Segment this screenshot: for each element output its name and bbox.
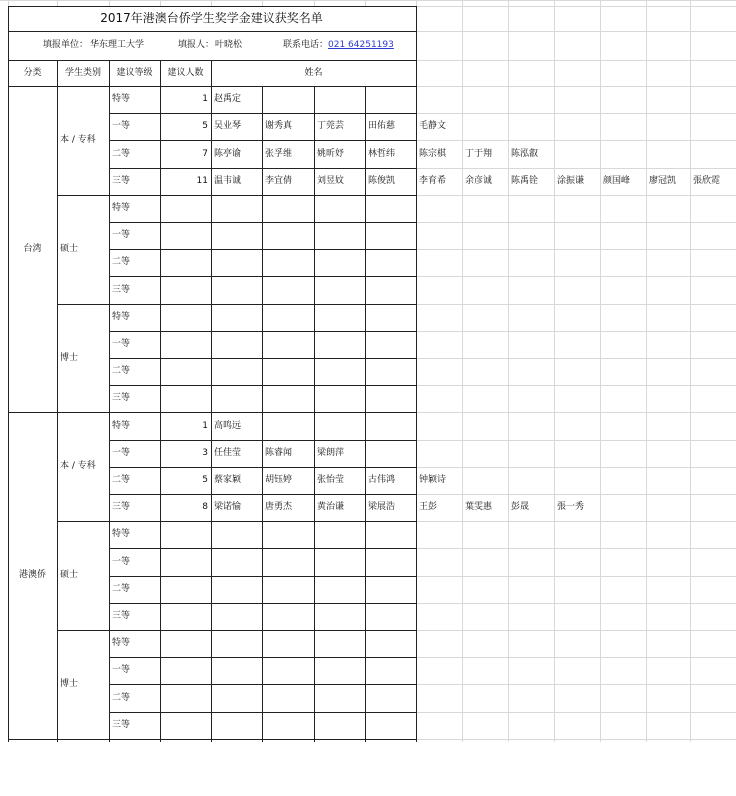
level-cell[interactable]: 一等 [112,448,131,458]
count-cell[interactable] [160,222,211,249]
header-student-type: 学生类别 [64,68,101,78]
level-cell[interactable]: 特等 [112,421,131,431]
phone-value[interactable]: 021 64251193 [328,40,394,50]
name-cell[interactable]: 吴业琴 [214,121,242,131]
student-type-cell[interactable]: 硕士 [60,570,79,580]
level-cell[interactable]: 特等 [112,638,131,648]
count-cell[interactable] [160,630,211,657]
level-cell[interactable]: 特等 [112,312,131,322]
count-cell[interactable] [160,249,211,276]
count-cell[interactable]: 11 [196,176,208,186]
name-cell[interactable]: 陈宗棋 [419,149,447,159]
name-cell[interactable]: 颜国峰 [603,176,631,186]
name-cell[interactable]: 钟颖诗 [419,475,447,485]
name-cell[interactable]: 古伟鸿 [368,475,396,485]
level-cell[interactable]: 一等 [112,230,131,240]
name-cell[interactable]: 廖冠凯 [649,176,677,186]
level-cell[interactable]: 三等 [112,502,131,512]
person-label: 填报人： [178,40,215,50]
name-cell[interactable]: 陈泓叡 [511,149,539,159]
person-value[interactable]: 叶晓松 [215,40,243,50]
name-cell[interactable]: 王彭 [419,502,438,512]
count-cell[interactable] [160,276,211,304]
count-cell[interactable] [160,603,211,630]
level-cell[interactable]: 三等 [112,285,131,295]
name-cell[interactable]: 黄治谦 [317,502,345,512]
level-cell[interactable]: 特等 [112,203,131,213]
unit-value[interactable]: 华东理工大学 [90,40,145,50]
name-cell[interactable]: 姚昕妤 [317,149,345,159]
count-cell[interactable] [160,548,211,576]
level-cell[interactable]: 一等 [112,339,131,349]
category-cell[interactable]: 台湾 [23,244,42,254]
name-cell[interactable]: 田佑慈 [368,121,396,131]
name-cell[interactable]: 張欣霓 [693,176,721,186]
header-category: 分类 [23,68,42,78]
unit-label: 填报单位： [43,40,89,50]
level-cell[interactable]: 三等 [112,611,131,621]
level-cell[interactable]: 一等 [112,557,131,567]
count-cell[interactable]: 5 [202,121,208,131]
name-cell[interactable]: 涂振谦 [557,176,585,186]
level-cell[interactable]: 二等 [112,366,131,376]
level-cell[interactable]: 三等 [112,393,131,403]
sheet-title[interactable]: 2017年港澳台侨学生奖学金建议获奖名单 [100,11,323,25]
name-cell[interactable]: 梁朗萍 [317,448,345,458]
count-cell[interactable] [160,331,211,358]
count-cell[interactable]: 7 [202,149,208,159]
level-cell[interactable]: 一等 [112,121,131,131]
count-cell[interactable] [160,304,211,331]
category-cell[interactable]: 港澳侨 [18,570,46,580]
level-cell[interactable]: 三等 [112,720,131,730]
name-cell[interactable]: 温韦诚 [214,176,242,186]
name-cell[interactable]: 张孚维 [265,149,293,159]
name-cell[interactable]: 刘昱妏 [317,176,345,186]
count-cell[interactable] [160,684,211,712]
level-cell[interactable]: 二等 [112,475,131,485]
name-cell[interactable]: 任佳莹 [214,448,242,458]
name-cell[interactable]: 张怡莹 [317,475,345,485]
name-cell[interactable]: 唐勇杰 [265,502,293,512]
name-cell[interactable]: 陈亭谕 [214,149,242,159]
level-cell[interactable]: 特等 [112,529,131,539]
name-cell[interactable]: 谢秀真 [265,121,293,131]
count-cell[interactable]: 5 [202,475,208,485]
name-cell[interactable]: 彭晟 [511,502,530,512]
count-cell[interactable] [160,712,211,739]
student-type-cell[interactable]: 博士 [60,353,79,363]
name-cell[interactable]: 余彦诚 [465,176,493,186]
header-level: 建议等级 [116,68,153,78]
name-cell[interactable]: 梁诺愉 [214,502,242,512]
count-cell[interactable] [160,358,211,385]
count-cell[interactable] [160,576,211,603]
name-cell[interactable]: 陈睿闻 [265,448,293,458]
count-cell[interactable]: 1 [202,94,208,104]
count-cell[interactable] [160,385,211,412]
level-cell[interactable]: 二等 [112,149,131,159]
count-cell[interactable] [160,657,211,684]
name-cell[interactable]: 胡钰婷 [265,475,293,485]
header-names: 姓名 [304,68,323,78]
name-cell[interactable]: 林哲纬 [368,149,396,159]
level-cell[interactable]: 一等 [112,665,131,675]
count-cell[interactable]: 3 [202,448,208,458]
level-cell[interactable]: 特等 [112,94,131,104]
name-cell[interactable]: 陈俊凯 [368,176,396,186]
header-count: 建议人数 [167,68,204,78]
name-cell[interactable]: 蔡家颖 [214,475,242,485]
name-cell[interactable]: 張一秀 [557,502,585,512]
count-cell[interactable] [160,195,211,222]
student-type-cell[interactable]: 博士 [60,679,79,689]
name-cell[interactable]: 梁展浩 [368,502,396,512]
name-cell[interactable]: 丁莞芸 [317,121,345,131]
name-cell[interactable]: 李宜倩 [265,176,293,186]
count-cell[interactable]: 1 [202,421,208,431]
student-type-cell[interactable]: 本 / 专科 [60,135,96,145]
name-cell[interactable]: 高鸣远 [214,421,242,431]
level-cell[interactable]: 三等 [112,176,131,186]
count-cell[interactable] [160,521,211,548]
level-cell[interactable]: 二等 [112,693,131,703]
name-cell[interactable]: 毛静文 [419,121,447,131]
level-cell[interactable]: 二等 [112,257,131,267]
name-cell[interactable]: 陈禹铨 [511,176,539,186]
phone-label: 联系电话： [283,40,329,50]
name-cell[interactable]: 赵禹定 [214,94,242,104]
name-cell[interactable]: 李育希 [419,176,447,186]
student-type-cell[interactable]: 本 / 专科 [60,461,96,471]
name-cell[interactable]: 丁于翔 [465,149,493,159]
count-cell[interactable]: 8 [202,502,208,512]
student-type-cell[interactable]: 硕士 [60,244,79,254]
level-cell[interactable]: 二等 [112,584,131,594]
name-cell[interactable]: 葉雯惠 [465,502,493,512]
